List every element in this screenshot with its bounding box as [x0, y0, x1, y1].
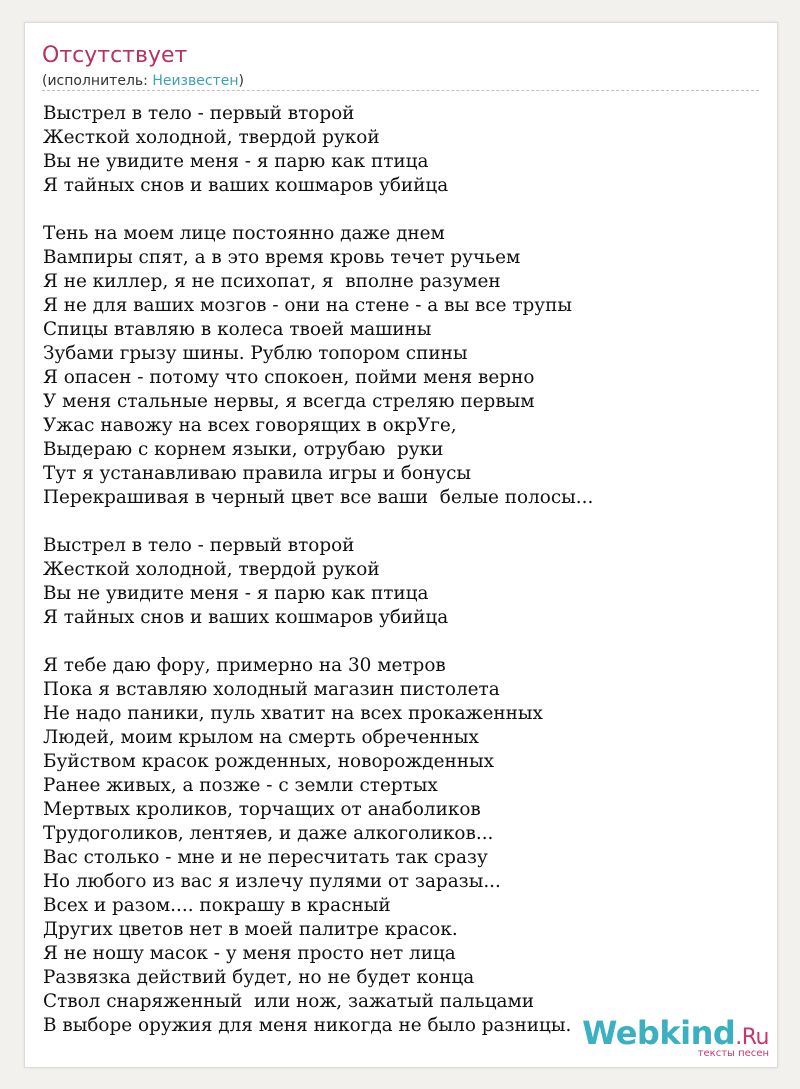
lyric-line: Буйством красок рожденных, новорожденных: [43, 751, 495, 772]
lyric-line: Ужас навожу на всех говорящих в окрУге,: [43, 415, 457, 436]
stanza: [43, 654, 768, 1038]
webkind-logo[interactable]: [582, 1014, 769, 1059]
lyric-line: Не надо паники, пуль хватит на всех прокаженных: [43, 703, 543, 724]
lyric-line: Пока я вставляю холодный магазин пистолета: [43, 679, 500, 700]
lyric-line: Вы не увидите меня - я парю как птица: [43, 151, 429, 172]
lyric-line: Я не киллер, я не психопат, я вполне разумен: [43, 271, 501, 292]
lyric-line: Я тебе даю фору, примерно на 30 метров: [43, 655, 446, 676]
logo-tagline: тексты песен: [697, 1048, 769, 1059]
lyric-line: Но любого из вас я излечу пулями от заразы...: [43, 871, 501, 892]
stanza: [43, 102, 768, 198]
lyric-line: Мертвых кроликов, торчащих от анаболиков: [43, 799, 481, 820]
stanza: [43, 534, 768, 630]
lyric-line: Я тайных снов и ваших кошмаров убийца: [43, 607, 449, 628]
stanza: [43, 222, 768, 510]
logo-tld: .Ru: [735, 1025, 769, 1050]
lyric-line: Выстрел в тело - первый второй: [43, 535, 355, 556]
song-title: Отсутствует: [42, 43, 188, 68]
artist-prefix: (исполнитель:: [42, 73, 153, 89]
lyrics-body: [43, 102, 768, 1038]
lyric-line: Трудоголиков, лентяев, и даже алкоголиков...: [43, 823, 494, 844]
artist-link[interactable]: Неизвестен: [152, 73, 239, 89]
lyric-line: Я не ношу масок - у меня просто нет лица: [43, 943, 456, 964]
artist-suffix: ): [238, 73, 244, 89]
logo-brand: Webkind: [582, 1014, 736, 1052]
stanza-gap: [43, 630, 768, 654]
lyric-line: Перекрашивая в черный цвет все ваши белые полосы...: [43, 487, 594, 508]
lyric-line: Развязка действий будет, но не будет конца: [43, 967, 475, 988]
lyric-line: Жесткой холодной, твердой рукой: [43, 127, 380, 148]
lyric-line: Я опасен - потому что спокоен, пойми меня верно: [43, 367, 535, 388]
lyric-line: Людей, моим крылом на смерть обреченных: [43, 727, 479, 748]
artist-line: [42, 72, 244, 90]
lyric-line: Выстрел в тело - первый второй: [43, 103, 355, 124]
lyric-line: Вампиры спят, а в это время кровь течет ручьем: [43, 247, 521, 268]
lyric-line: Жесткой холодной, твердой рукой: [43, 559, 380, 580]
lyric-line: Вас столько - мне и не пересчитать так сразу: [43, 847, 488, 868]
lyric-line: Выдераю с корнем языки, отрубаю руки: [43, 439, 444, 460]
stanza-gap: [43, 198, 768, 222]
lyric-line: В выборе оружия для меня никогда не было разницы.: [43, 1015, 572, 1036]
lyric-line: Других цветов нет в моей палитре красок.: [43, 919, 458, 940]
lyric-line: Я не для ваших мозгов - они на стене - а вы все трупы: [43, 295, 573, 316]
lyric-line: Спицы втавляю в колеса твоей машины: [43, 319, 432, 340]
lyric-line: Тень на моем лице постоянно даже днем: [43, 223, 445, 244]
lyric-line: Зубами грызу шины. Рублю топором спины: [43, 343, 468, 364]
lyric-line: Вы не увидите меня - я парю как птица: [43, 583, 429, 604]
stanza-gap: [43, 510, 768, 534]
lyric-line: У меня стальные нервы, я всегда стреляю первым: [43, 391, 535, 412]
lyrics-card: [24, 22, 778, 1068]
lyric-line: Ранее живых, а позже - с земли стертых: [43, 775, 438, 796]
lyric-line: Ствол снаряженный или нож, зажатый пальцами: [43, 991, 535, 1012]
lyric-line: Всех и разом.... покрашу в красный: [43, 895, 391, 916]
divider: [42, 90, 759, 91]
lyric-line: Тут я устанавливаю правила игры и бонусы: [43, 463, 472, 484]
lyric-line: Я тайных снов и ваших кошмаров убийца: [43, 175, 449, 196]
